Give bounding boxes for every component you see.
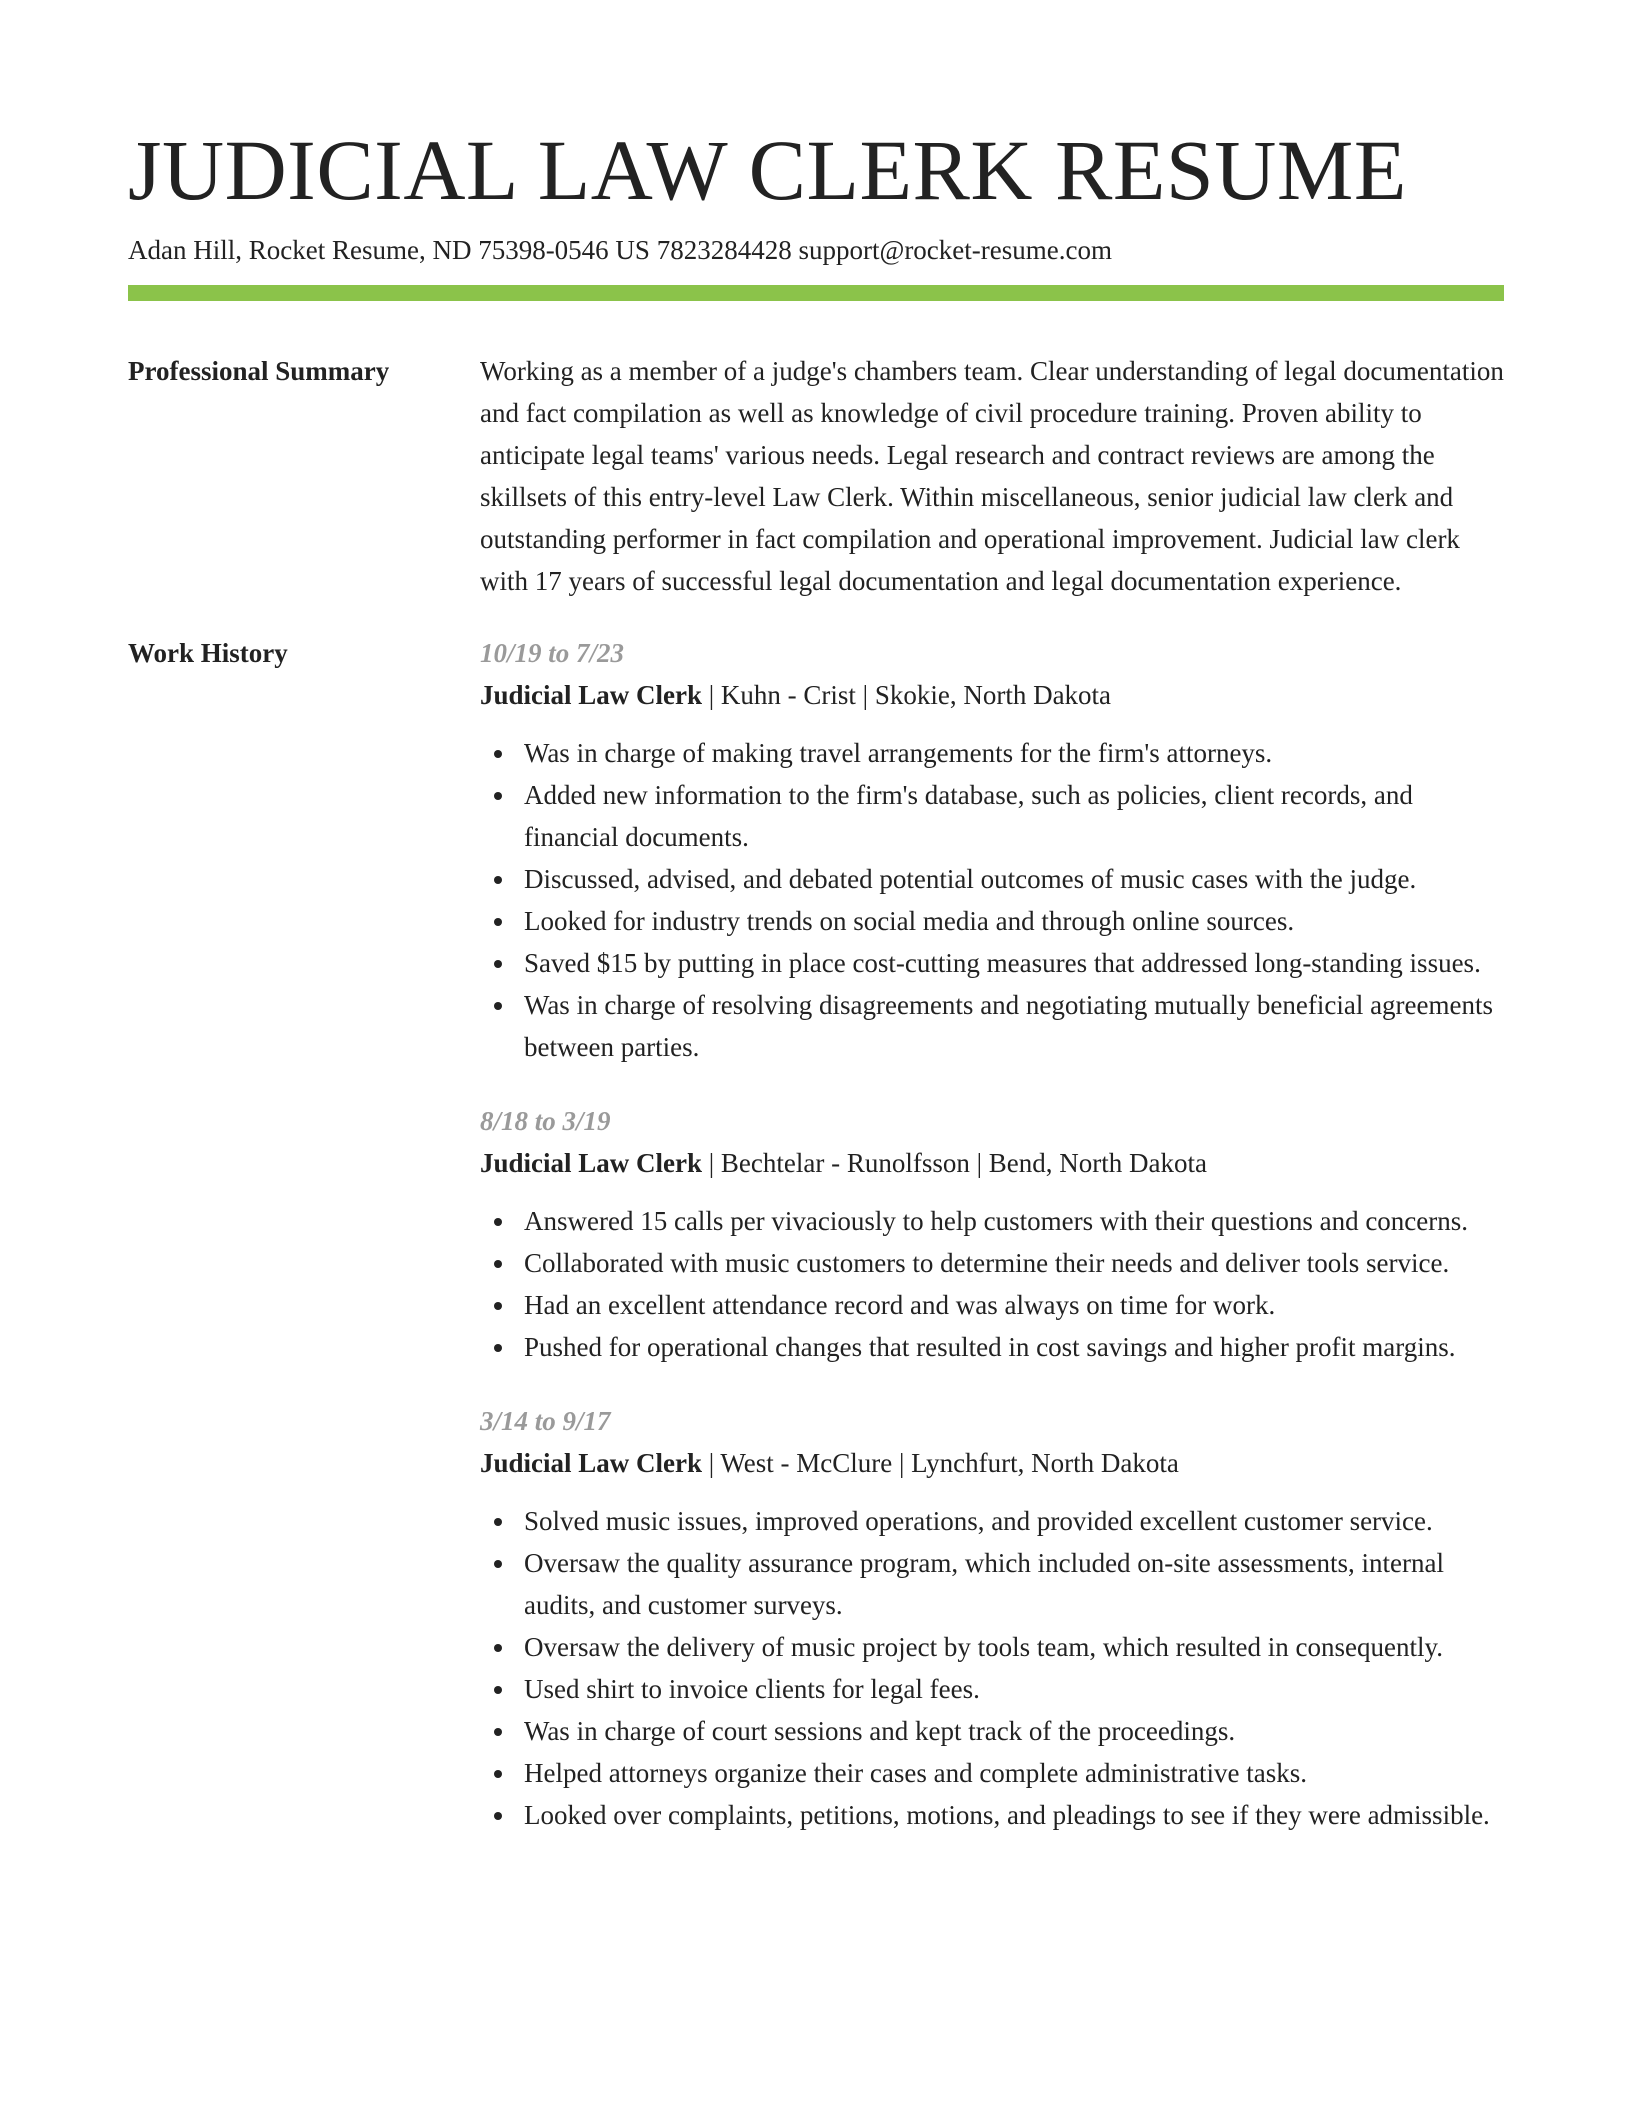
job-heading [480,1442,1504,1484]
job-heading [480,1142,1504,1184]
job-bullet: Was in charge of making travel arrangements for the firm's attorneys. [524,732,1504,774]
job-bullet: Had an excellent attendance record and was always on time for work. [524,1284,1504,1326]
section-label-work-history: Work History [128,638,288,668]
job-bullet: Added new information to the firm's database, such as policies, client records, and financial documents. [524,774,1504,858]
summary-text: Working as a member of a judge's chambers team. Clear understanding of legal documentation and fact compilation as well as knowledge of civil procedure training. Proven ability to anticipate legal teams' various needs. Legal research and contract reviews are among the skillsets of this entry-level Law Clerk. Within miscellaneous, senior judicial law clerk and outstanding performer in fact compilation and operational improvement. Judicial law clerk with 17 years of successful legal documentation and legal documentation experience. [480,356,1504,596]
summary-body [480,350,1504,602]
job-entry [480,1100,1504,1368]
job-bullets [480,1500,1504,1836]
job-bullet: Discussed, advised, and debated potential outcomes of music cases with the judge. [524,858,1504,900]
job-bullet: Solved music issues, improved operations, and provided excellent customer service. [524,1500,1504,1542]
job-bullet: Oversaw the delivery of music project by tools team, which resulted in consequently. [524,1626,1504,1668]
work-history-body [480,632,1504,1836]
job-title: Judicial Law Clerk [480,680,703,710]
job-heading [480,674,1504,716]
job-bullet: Was in charge of court sessions and kept track of the proceedings. [524,1710,1504,1752]
section-work-history [128,632,1504,1836]
section-professional-summary [128,350,1504,602]
job-title: Judicial Law Clerk [480,1448,703,1478]
job-bullets [480,1200,1504,1368]
job-bullets [480,732,1504,1068]
resume-content [128,350,1504,1836]
job-details: | West - McClure | Lynchfurt, North Dakota [702,1448,1179,1478]
job-bullet: Used shirt to invoice clients for legal fees. [524,1668,1504,1710]
job-bullet: Was in charge of resolving disagreements and negotiating mutually beneficial agreements between parties. [524,984,1504,1068]
job-details: | Kuhn - Crist | Skokie, North Dakota [702,680,1112,710]
job-bullet: Saved $15 by putting in place cost-cutting measures that addressed long-standing issues. [524,942,1504,984]
job-title: Judicial Law Clerk [480,1148,703,1178]
job-bullet: Pushed for operational changes that resulted in cost savings and higher profit margins. [524,1326,1504,1368]
resume-title: JUDICIAL LAW CLERK RESUME [128,122,1407,218]
job-dates: 10/19 to 7/23 [480,638,625,668]
job-bullet: Answered 15 calls per vivaciously to help customers with their questions and concerns. [524,1200,1504,1242]
header-divider [128,285,1504,301]
job-dates: 3/14 to 9/17 [480,1406,611,1436]
contact-line: Adan Hill, Rocket Resume, ND 75398-0546 US 7823284428 support@rocket-resume.com [128,235,1112,265]
job-bullet: Looked over complaints, petitions, motions, and pleadings to see if they were admissible. [524,1794,1504,1836]
job-bullet: Collaborated with music customers to determine their needs and deliver tools service. [524,1242,1504,1284]
job-entry [480,632,1504,1068]
job-details: | Bechtelar - Runolfsson | Bend, North Dakota [702,1148,1207,1178]
job-bullet: Helped attorneys organize their cases and complete administrative tasks. [524,1752,1504,1794]
section-label-summary: Professional Summary [128,356,390,386]
job-entry [480,1400,1504,1836]
job-bullet: Oversaw the quality assurance program, which included on-site assessments, internal audits, and customer surveys. [524,1542,1504,1626]
job-dates: 8/18 to 3/19 [480,1106,611,1136]
job-bullet: Looked for industry trends on social media and through online sources. [524,900,1504,942]
